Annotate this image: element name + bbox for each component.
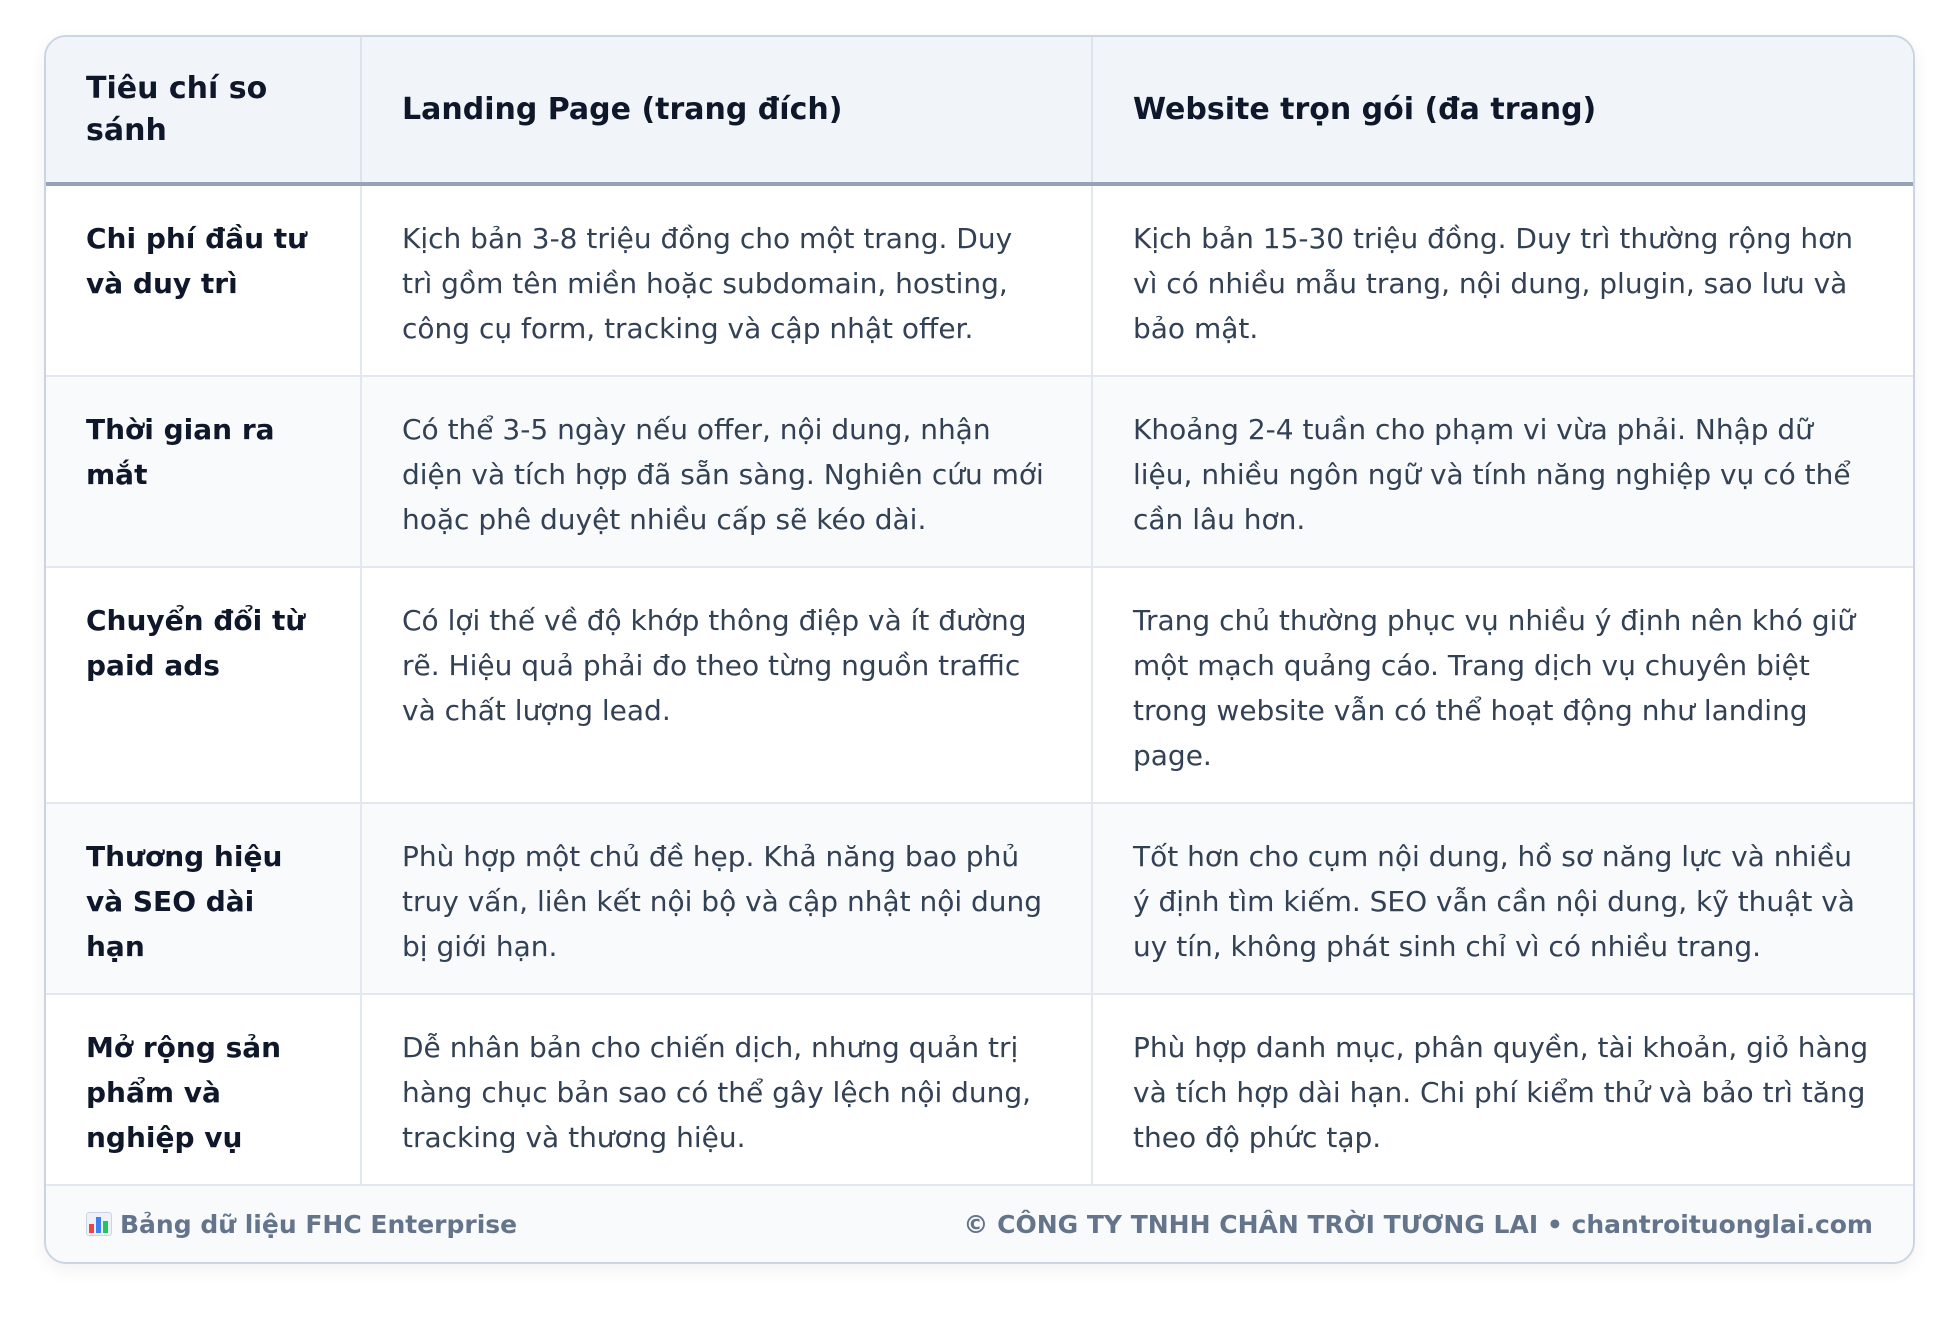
row-website-cell: Kịch bản 15-30 triệu đồng. Duy trì thường rộng hơn vì có nhiều mẫu trang, nội dung, plugin, sao lưu và bảo mật. (1092, 184, 1913, 376)
comparison-card (44, 35, 1915, 1264)
table-footer (46, 1186, 1913, 1262)
table-row (46, 994, 1913, 1185)
table-row (46, 184, 1913, 376)
table-row (46, 803, 1913, 994)
row-criterion: Thương hiệu và SEO dài hạn (46, 803, 361, 994)
row-website-cell: Tốt hơn cho cụm nội dung, hồ sơ năng lực và nhiều ý định tìm kiếm. SEO vẫn cần nội dung, kỹ thuật và uy tín, không phát sinh chỉ vì có nhiều trang. (1092, 803, 1913, 994)
comparison-table (46, 37, 1913, 1186)
row-criterion: Mở rộng sản phẩm và nghiệp vụ (46, 994, 361, 1185)
table-row (46, 567, 1913, 803)
row-website-cell: Khoảng 2-4 tuần cho phạm vi vừa phải. Nhập dữ liệu, nhiều ngôn ngữ và tính năng nghiệp vụ có thể cần lâu hơn. (1092, 376, 1913, 567)
header-criteria: Tiêu chí so sánh (46, 37, 361, 184)
row-website-cell: Trang chủ thường phục vụ nhiều ý định nên khó giữ một mạch quảng cáo. Trang dịch vụ chuyên biệt trong website vẫn có thể hoạt động như landing page. (1092, 567, 1913, 803)
row-landing-cell: Có lợi thế về độ khớp thông điệp và ít đường rẽ. Hiệu quả phải đo theo từng nguồn traffic và chất lượng lead. (361, 567, 1092, 803)
row-landing-cell: Có thể 3-5 ngày nếu offer, nội dung, nhận diện và tích hợp đã sẵn sàng. Nghiên cứu mới hoặc phê duyệt nhiều cấp sẽ kéo dài. (361, 376, 1092, 567)
table-header (46, 37, 1913, 184)
row-landing-cell: Phù hợp một chủ đề hẹp. Khả năng bao phủ truy vấn, liên kết nội bộ và cập nhật nội dung bị giới hạn. (361, 803, 1092, 994)
row-criterion: Chuyển đổi từ paid ads (46, 567, 361, 803)
header-row (46, 37, 1913, 184)
bar-chart-icon (86, 1212, 112, 1236)
header-landing-page: Landing Page (trang đích) (361, 37, 1092, 184)
footer-source (86, 1210, 517, 1239)
footer-copyright: © CÔNG TY TNHH CHÂN TRỜI TƯƠNG LAI • chantroituonglai.com (963, 1209, 1873, 1239)
footer-source-label: Bảng dữ liệu FHC Enterprise (120, 1209, 518, 1239)
row-website-cell: Phù hợp danh mục, phân quyền, tài khoản, giỏ hàng và tích hợp dài hạn. Chi phí kiểm thử và bảo trì tăng theo độ phức tạp. (1092, 994, 1913, 1185)
table-body (46, 184, 1913, 1185)
row-criterion: Thời gian ra mắt (46, 376, 361, 567)
row-landing-cell: Kịch bản 3-8 triệu đồng cho một trang. Duy trì gồm tên miền hoặc subdomain, hosting, công cụ form, tracking và cập nhật offer. (361, 184, 1092, 376)
row-criterion: Chi phí đầu tư và duy trì (46, 184, 361, 376)
header-website: Website trọn gói (đa trang) (1092, 37, 1913, 184)
table-row (46, 376, 1913, 567)
row-landing-cell: Dễ nhân bản cho chiến dịch, nhưng quản trị hàng chục bản sao có thể gây lệch nội dung, tracking và thương hiệu. (361, 994, 1092, 1185)
